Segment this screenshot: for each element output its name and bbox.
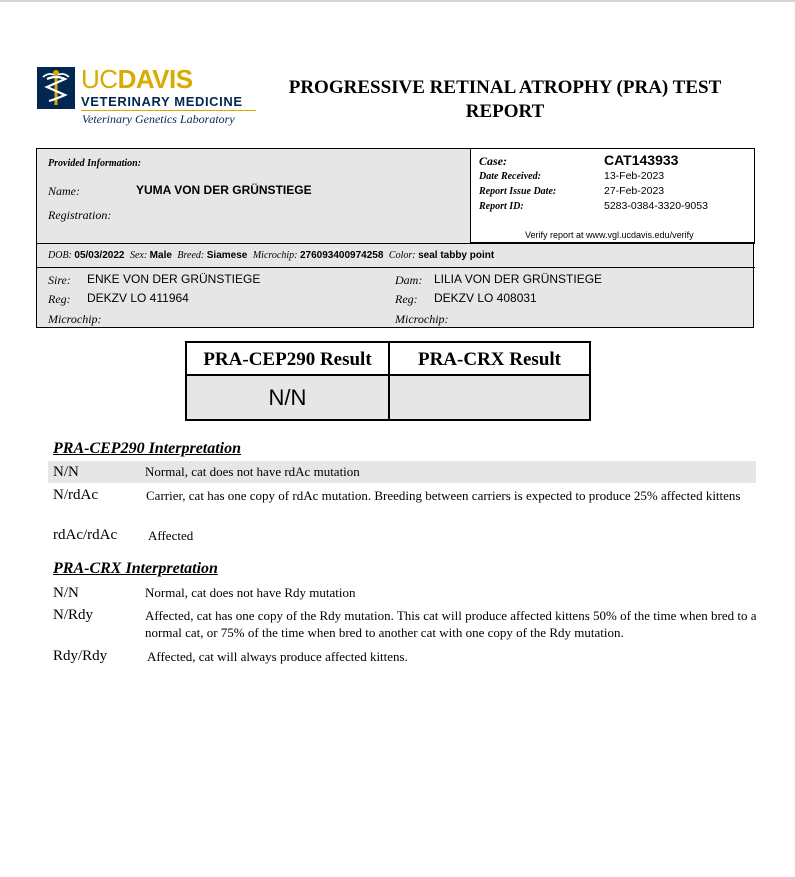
issue-date-value: 27-Feb-2023 <box>604 185 665 197</box>
dob-value: 05/03/2022 <box>74 250 125 261</box>
crx-genotype: N/Rdy <box>53 607 94 623</box>
color-label: Color: <box>388 250 416 261</box>
logo-school-name: VETERINARY MEDICINE <box>81 94 243 109</box>
sire-reg-value: DEKZV LO 411964 <box>87 291 189 305</box>
report-id-label: Report ID: <box>479 201 524 212</box>
cep290-description: Carrier, cat has one copy of rdAc mutation. Breeding between carriers is expected to produce 25% affected kittens <box>146 488 741 503</box>
crx-genotype: Rdy/Rdy <box>53 648 108 664</box>
dam-value: LILIA VON DER GRÜNSTIEGE <box>434 272 603 286</box>
name-label: Name: <box>48 184 80 198</box>
info-divider-1 <box>36 243 755 244</box>
cep290-result-header: PRA-CEP290 Result <box>203 349 372 370</box>
report-title <box>270 76 740 124</box>
report-id-value: 5283-0384-3320-9053 <box>604 200 708 212</box>
microchip-label: Microchip: <box>252 250 298 261</box>
name-value: YUMA VON DER GRÜNSTIEGE <box>136 183 312 197</box>
dam-microchip-label: Microchip: <box>395 312 449 326</box>
dob-label: DOB: <box>48 250 72 261</box>
sire-value: ENKE VON DER GRÜNSTIEGE <box>87 272 261 286</box>
cep290-interpretation-title: PRA-CEP290 Interpretation <box>53 440 242 457</box>
dam-reg-label: Reg: <box>395 292 418 306</box>
crx-result-value <box>390 376 589 419</box>
crx-description: Normal, cat does not have Rdy mutation <box>145 585 356 600</box>
crx-genotype: N/N <box>53 585 79 601</box>
logo-lab-name: Veterinary Genetics Laboratory <box>82 112 235 126</box>
case-value: CAT143933 <box>604 152 679 168</box>
color-value: seal tabby point <box>418 250 495 261</box>
logo-divider <box>81 110 256 111</box>
logo-wordmark: UCDAVIS <box>81 64 193 94</box>
microchip-value: 276093400974258 <box>299 250 384 261</box>
crx-description: Affected, cat has one copy of the Rdy mutation. This cat will produce affected kittens 50% of the time when bred to a normal cat, or 75% of the time when bred to another cat with one copy of the Rdy mutation. <box>145 608 757 640</box>
sex-label: Sex: <box>129 250 148 261</box>
results-table <box>185 341 591 421</box>
dam-label: Dam: <box>395 273 423 287</box>
date-received-label: Date Received: <box>479 171 541 182</box>
crx-interpretation-title: PRA-CRX Interpretation <box>53 560 218 577</box>
issue-date-label: Report Issue Date: <box>479 186 557 197</box>
breed-label: Breed: <box>177 250 205 261</box>
crx-result-header: PRA-CRX Result <box>417 349 561 370</box>
caduceus-shield-icon <box>37 67 75 109</box>
crx-description: Affected, cat will always produce affected kittens. <box>147 649 408 664</box>
cep290-description: Normal, cat does not have rdAc mutation <box>145 464 360 479</box>
sex-value: Male <box>149 250 172 261</box>
sire-label: Sire: <box>48 273 71 287</box>
cep290-genotype: rdAc/rdAc <box>53 527 118 543</box>
breed-value: Siamese <box>206 250 248 261</box>
report-title-line2: REPORT <box>465 101 545 122</box>
registration-label: Registration: <box>48 208 112 222</box>
info-divider-2 <box>36 267 755 268</box>
report-title-line1: PROGRESSIVE RETINAL ATROPHY (PRA) TEST <box>288 77 722 98</box>
sire-microchip-label: Microchip: <box>48 312 102 326</box>
case-label: Case: <box>479 154 507 168</box>
sire-reg-label: Reg: <box>48 292 71 306</box>
cep290-result-value: N/N <box>187 376 388 419</box>
details-row <box>48 250 494 261</box>
dam-reg-value: DEKZV LO 408031 <box>434 291 537 305</box>
provided-info-heading: Provided Information: <box>48 158 142 169</box>
cep290-genotype: N/N <box>53 464 79 480</box>
top-border-line <box>0 0 795 2</box>
date-received-value: 13-Feb-2023 <box>604 170 665 182</box>
cep290-genotype: N/rdAc <box>53 487 98 503</box>
ucdavis-logo <box>37 64 257 127</box>
verify-link[interactable]: Verify report at www.vgl.ucdavis.edu/verify <box>525 230 694 240</box>
cep290-description: Affected <box>148 528 194 543</box>
